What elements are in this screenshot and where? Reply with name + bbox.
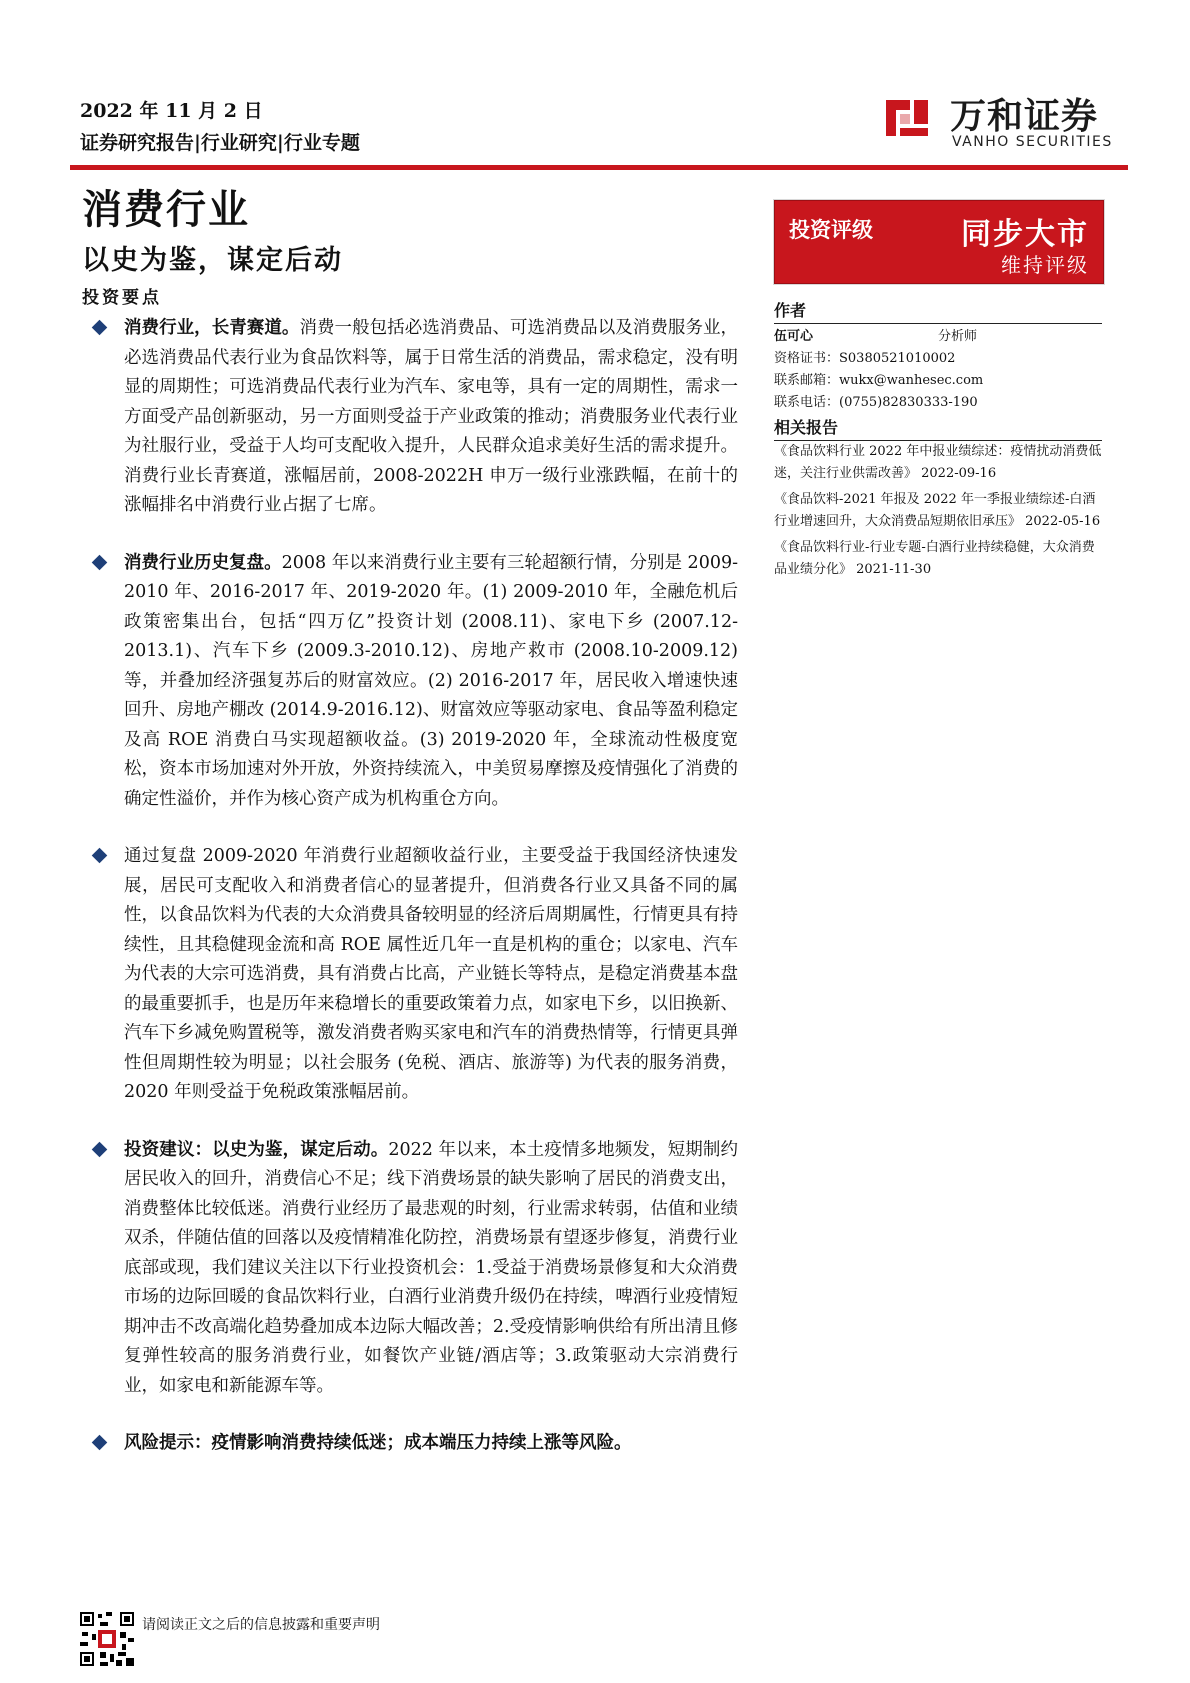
diamond-bullet-icon [92, 320, 108, 336]
bullet-paragraph [124, 1136, 738, 1402]
header-divider [70, 165, 1128, 170]
related-reports-heading: 相关报告 [774, 415, 1102, 441]
bullet-paragraph [124, 549, 738, 815]
author-cert: 资格证书：S0380521010002 [774, 351, 956, 366]
company-logo [876, 86, 1128, 154]
related-report-item[interactable]: 《食品饮料行业 2022 年中报业绩综述：疫情扰动消费低迷，关注行业供需改善》 2022-09-16 [774, 444, 1102, 481]
related-report-item[interactable]: 《食品饮料-2021 年报及 2022 年一季报业绩综述-白酒行业增速回升，大众消费品短期依旧承压》 2022-05-16 [774, 492, 1101, 529]
bullet-paragraph [124, 842, 738, 1108]
author-email[interactable]: 联系邮箱：wukx@wanhesec.com [774, 373, 984, 388]
rating-status: 维持评级 [1001, 253, 1089, 277]
report-date: 2022 年 11 月 2 日 [80, 100, 263, 122]
bullet-text: 2008 年以来消费行业主要有三轮超额行情，分别是 2009-2010 年、2016-2017 年、2019-2020 年。(1) 2009-2010 年，全融危机后政策密集出台，包括“四万亿”投资计划 (2008.11)、家电下乡 (2007.12-2013.1)、汽车下乡 (2009.3-2010.12)、房地产救市 (2008.10-2009.12) 等，并叠加经济强复苏后的财富效应。(2) 2016-2017 年，居民收入增速快速回升、房地产棚改 (2014.9-2016.12)、财富效应等驱动家电、食品等盈利稳定及高 ROE 消费白马实现超额收益。(3) 2019-2020 年，全球流动性极度宽松，资本市场加速对外开放，外资持续流入，中美贸易摩擦及疫情强化了消费的确定性溢价，并作为核心资产成为机构重仓方向。 [124, 552, 739, 809]
report-subtitle: 以史为鉴，谋定后动 [82, 245, 343, 276]
bullet-lead: 消费行业历史复盘。 [124, 552, 282, 573]
diamond-bullet-icon [92, 1435, 108, 1451]
disclaimer-notice: 请阅读正文之后的信息披露和重要声明 [142, 1617, 380, 1633]
rating-value: 同步大市 [961, 217, 1089, 252]
diamond-bullet-icon [92, 1141, 108, 1157]
rating-box [774, 200, 1104, 284]
rating-label: 投资评级 [789, 217, 873, 242]
diamond-bullet-icon [92, 554, 108, 570]
bullet-paragraph [124, 314, 738, 521]
vanho-logo-icon [876, 86, 938, 148]
related-reports-list [774, 441, 1104, 585]
report-title: 消费行业 [82, 186, 250, 233]
bullet-lead: 风险提示：疫情影响消费持续低迷；成本端压力持续上涨等风险。 [124, 1433, 632, 1453]
author-name: 伍可心 [774, 329, 814, 344]
bullet-lead: 消费行业，长青赛道。 [124, 318, 300, 338]
related-report-item[interactable]: 《食品饮料行业-行业专题-白酒行业持续稳健，大众消费品业绩分化》 2021-11-30 [774, 540, 1095, 577]
diamond-bullet-icon [92, 848, 108, 864]
bullet-text: 消费一般包括必选消费品、可选消费品以及消费服务业，必选消费品代表行业为食品饮料等，属于日常生活的消费品，需求稳定，没有明显的周期性；可选消费品代表行业为汽车、家电等，具有一定的周期性，需求一方面受产品创新驱动，另一方面则受益于产业政策的推动；消费服务业代表行业为社服行业，受益于人均可支配收入提升，人民群众追求美好生活的需求提升。消费行业长青赛道，涨幅居前，2008-2022H 申万一级行业涨跌幅，在前十的涨幅排名中消费行业占据了七席。 [124, 318, 739, 515]
bullet-lead: 投资建议：以史为鉴，谋定后动。 [124, 1139, 389, 1160]
bullet-paragraph [124, 1429, 738, 1459]
qr-code-icon [78, 1610, 136, 1668]
bullet-text: 通过复盘 2009-2020 年消费行业超额收益行业，主要受益于我国经济快速发展，居民可支配收入和消费者信心的显著提升，但消费各行业又具备不同的属性，以食品饮料为代表的大众消费具备较明显的经济后周期属性，行情更具有持续性，且其稳健现金流和高 ROE 属性近几年一直是机构的重仓；以家电、汽车为代表的大宗可选消费，具有消费占比高，产业链长等特点，是稳定消费基本盘的最重要抓手，也是历年来稳增长的重要政策着力点，如家电下乡，以旧换新、汽车下乡减免购置税等，激发消费者购买家电和汽车的消费热情等，行情更具弹性但周期性较为明显；以社会服务 (免税、酒店、旅游等) 为代表的服务消费，2020 年则受益于免税政策涨幅居前。 [124, 846, 738, 1102]
report-category: 证券研究报告|行业研究|行业专题 [80, 132, 360, 154]
logo-text-cn: 万和证券 [950, 96, 1099, 137]
list-item [90, 842, 738, 1108]
list-item [90, 314, 738, 521]
section-heading: 投资要点 [82, 288, 162, 308]
bullet-text: 2022 年以来，本土疫情多地频发，短期制约居民收入的回升，消费信心不足；线下消费场景的缺失影响了居民的消费支出，消费整体比较低迷。消费行业经历了最悲观的时刻，行业需求转弱，估值和业绩双杀，伴随估值的回落以及疫情精准化防控，消费场景有望逐步修复，消费行业底部或现，我们建议关注以下行业投资机会：1.受益于消费场景修复和大众消费市场的边际回暖的食品饮料行业，白酒行业消费升级仍在持续，啤酒行业疫情短期冲击不改高端化趋势叠加成本边际大幅改善；2.受疫情影响供给有所出清且修复弹性较高的服务消费行业，如餐饮产业链/酒店等；3.政策驱动大宗消费行业，如家电和新能源车等。 [124, 1139, 738, 1396]
logo-text-en: VANHO SECURITIES [952, 134, 1113, 150]
investment-highlights [90, 314, 738, 1487]
author-role: 分析师 [938, 329, 978, 344]
author-phone: 联系电话：(0755)82830333-190 [774, 395, 978, 410]
author-heading: 作者 [774, 298, 1102, 324]
list-item [90, 549, 738, 815]
list-item [90, 1136, 738, 1402]
list-item [90, 1429, 738, 1459]
